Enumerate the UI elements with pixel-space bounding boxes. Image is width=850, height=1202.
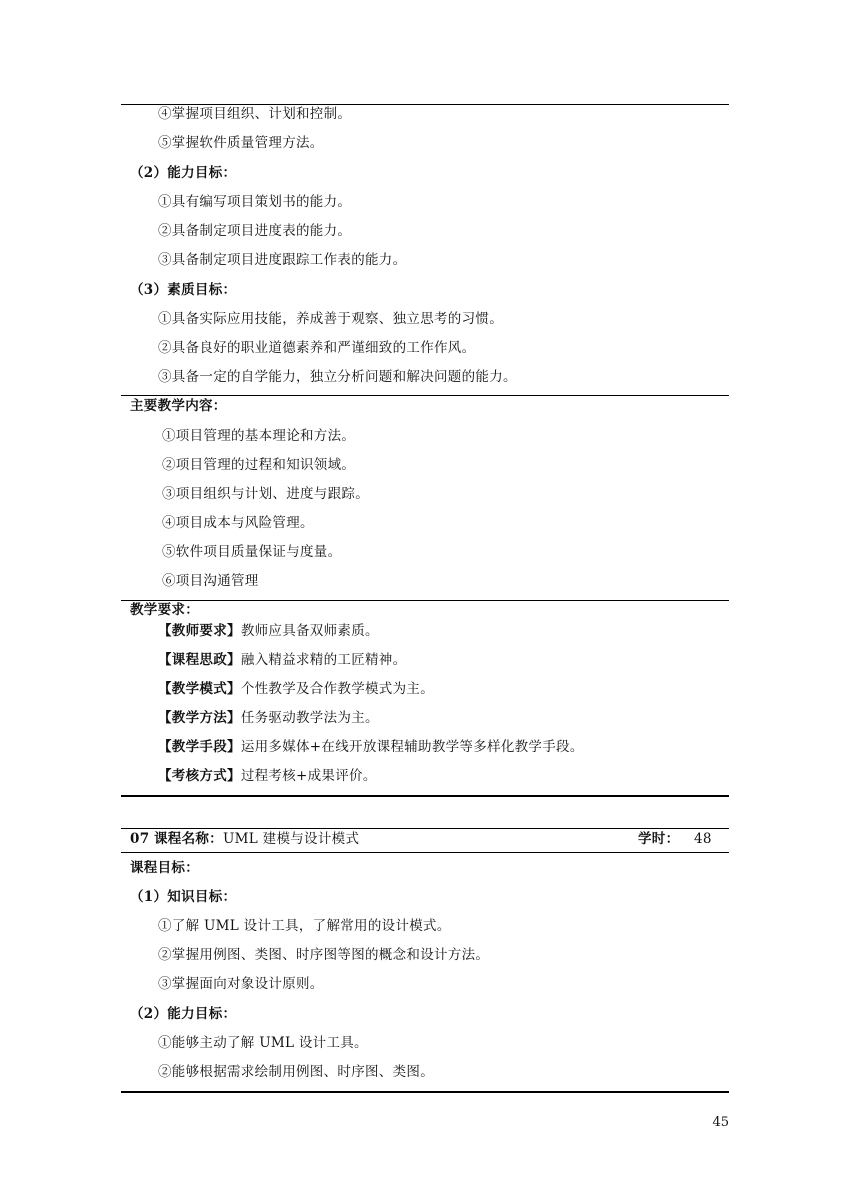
quality-heading: （3）素质目标：	[130, 282, 237, 298]
quality-item-3: ③具备一定的自学能力，独立分析问题和解决问题的能力。	[158, 369, 517, 385]
requirements-heading: 教学要求：	[130, 602, 199, 618]
section2-top-rule	[121, 828, 729, 829]
ability-item-3: ③具备制定项目进度跟踪工作表的能力。	[158, 252, 407, 268]
section1-bottom-rule	[121, 795, 729, 797]
content-item-2: ②项目管理的过程和知识领域。	[162, 457, 356, 473]
quality-item-2: ②具备良好的职业道德素养和严谨细致的工作作风。	[158, 340, 476, 356]
section2-bottom-rule	[121, 1091, 729, 1093]
knowledge-item-2: ②掌握用例图、类图、时序图等图的概念和设计方法。	[158, 947, 490, 963]
requirement-tag: 【课程思政】	[158, 652, 241, 668]
hours-value: 48	[694, 831, 712, 847]
content-item-1: ①项目管理的基本理论和方法。	[162, 428, 356, 444]
requirement-tag: 【教学方法】	[158, 710, 241, 726]
knowledge-item-3: ③掌握面向对象设计原则。	[158, 976, 324, 992]
knowledge-item-1: ①了解 UML 设计工具，了解常用的设计模式。	[158, 918, 451, 934]
ability-item-2-2: ②能够根据需求绘制用例图、时序图、类图。	[158, 1064, 434, 1080]
requirement-row	[158, 767, 377, 785]
content-divider	[121, 395, 729, 396]
course-name-label: 课程名称：	[153, 831, 223, 847]
ability-item-2-1: ①能够主动了解 UML 设计工具。	[158, 1035, 368, 1051]
content-heading: 主要教学内容：	[130, 398, 227, 414]
hours-label: 学时：	[638, 831, 680, 847]
requirement-tag: 【考核方式】	[158, 768, 241, 784]
course-name: UML 建模与设计模式	[222, 831, 360, 847]
requirement-row	[158, 680, 434, 698]
requirement-tag: 【教师要求】	[158, 623, 241, 639]
requirement-text: 融入精益求精的工匠精神。	[240, 652, 407, 668]
ability-item-1: ①具有编写项目策划书的能力。	[158, 194, 352, 210]
content-item-5: ⑤软件项目质量保证与度量。	[162, 544, 342, 560]
course-hours	[638, 830, 712, 848]
ability-heading: （2）能力目标：	[130, 165, 237, 181]
knowledge-item-5: ⑤掌握软件质量管理方法。	[158, 135, 324, 151]
ability-item-2: ②具备制定项目进度表的能力。	[158, 223, 352, 239]
requirement-text: 过程考核+成果评价。	[240, 768, 377, 784]
course-number: 07	[130, 831, 150, 847]
content-item-3: ③项目组织与计划、进度与跟踪。	[162, 486, 369, 502]
content-item-6: ⑥项目沟通管理	[162, 573, 259, 589]
page-number: 45	[712, 1115, 729, 1130]
knowledge-item-4: ④掌握项目组织、计划和控制。	[158, 106, 352, 122]
requirement-text: 任务驱动教学法为主。	[240, 710, 379, 726]
requirement-row	[158, 738, 584, 756]
requirement-text: 运用多媒体+在线开放课程辅助教学等多样化教学手段。	[240, 739, 584, 755]
requirement-row	[158, 709, 379, 727]
course-title-row	[130, 830, 359, 848]
knowledge-heading: （1）知识目标：	[130, 889, 237, 905]
quality-item-1: ①具备实际应用技能，养成善于观察、独立思考的习惯。	[158, 311, 503, 327]
requirements-divider	[121, 600, 729, 601]
objectives-heading: 课程目标：	[130, 860, 199, 876]
ability-heading-2: （2）能力目标：	[130, 1006, 237, 1022]
requirement-tag: 【教学模式】	[158, 681, 241, 697]
content-item-4: ④项目成本与风险管理。	[162, 515, 314, 531]
course-title-divider	[121, 852, 729, 853]
requirement-tag: 【教学手段】	[158, 739, 241, 755]
requirement-text: 个性教学及合作教学模式为主。	[240, 681, 435, 697]
requirement-row	[158, 651, 406, 669]
requirement-row	[158, 622, 379, 640]
requirement-text: 教师应具备双师素质。	[240, 623, 379, 639]
